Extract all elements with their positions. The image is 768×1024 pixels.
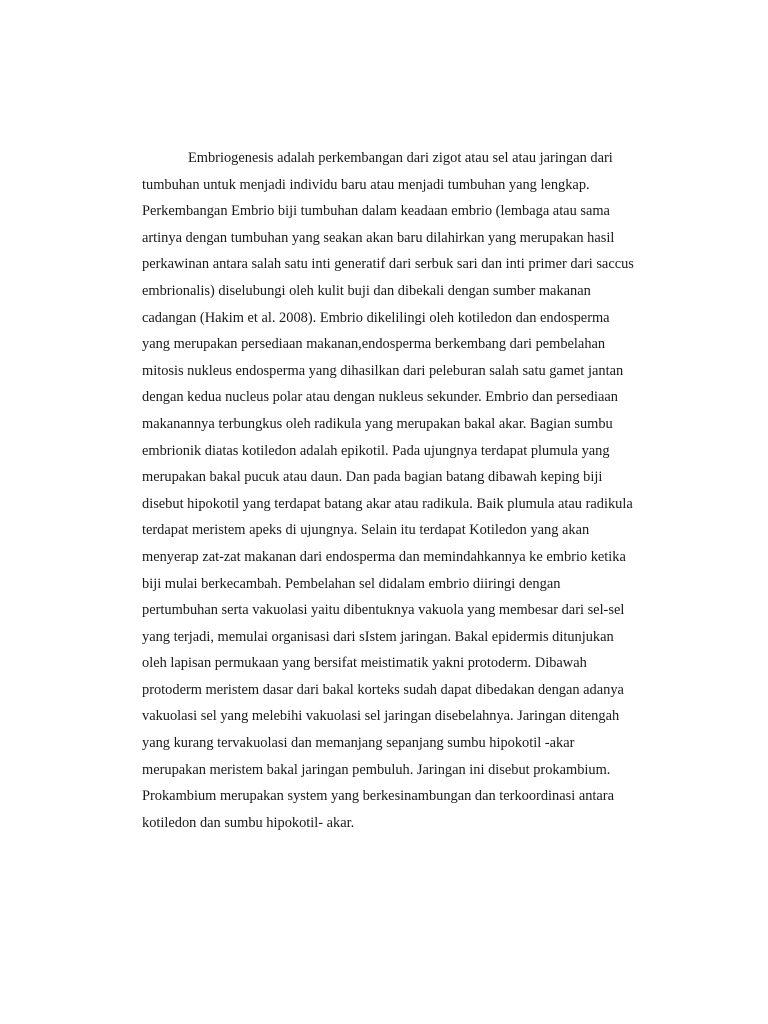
paragraph-line: menyerap zat-zat makanan dari endosperma dan memindahkannya ke embrio ketika [142,548,626,565]
paragraph-line: kotiledon dan sumbu hipokotil- akar. [142,814,355,831]
paragraph-line: biji mulai berkecambah. Pembelahan sel didalam embrio diiringi dengan [142,575,561,592]
paragraph-line: yang terjadi, memulai organisasi dari sIstem jaringan. Bakal epidermis ditunjukan [142,628,614,645]
paragraph-line: Perkembangan Embrio biji tumbuhan dalam keadaan embrio (lembaga atau sama [142,203,610,220]
paragraph-line: embrionalis) diselubungi oleh kulit buji dan dibekali dengan sumber makanan [142,282,591,299]
paragraph-line: merupakan bakal pucuk atau daun. Dan pada bagian batang dibawah keping biji [142,469,603,486]
paragraph-line: Embriogenesis adalah perkembangan dari zigot atau sel atau jaringan dari [188,150,613,166]
paragraph-line: dengan kedua nucleus polar atau dengan nukleus sekunder. Embrio dan persediaan [142,389,618,406]
paragraph-line: artinya dengan tumbuhan yang seakan akan baru dilahirkan yang merupakan hasil [142,229,615,246]
paragraph-line: protoderm meristem dasar dari bakal korteks sudah dapat dibedakan dengan adanya [142,681,624,698]
paragraph-line: oleh lapisan permukaan yang bersifat meistimatik yakni protoderm. Dibawah [142,655,587,672]
paragraph-line: tumbuhan untuk menjadi individu baru atau menjadi tumbuhan yang lengkap. [142,176,590,193]
paragraph-line: terdapat meristem apeks di ujungnya. Selain itu terdapat Kotiledon yang akan [142,522,590,539]
paragraph-line: yang merupakan persediaan makanan,endosperma berkembang dari pembelahan [142,336,606,353]
body-paragraph [142,145,662,836]
paragraph-line: pertumbuhan serta vakuolasi yaitu dibentuknya vakuola yang membesar dari sel-sel [142,602,625,619]
paragraph-line: disebut hipokotil yang terdapat batang akar atau radikula. Baik plumula atau radikula [142,495,633,512]
paragraph-line: perkawinan antara salah satu inti generatif dari serbuk sari dan inti primer dari saccus [142,256,634,273]
paragraph-line: merupakan meristem bakal jaringan pembuluh. Jaringan ini disebut prokambium. [142,761,611,778]
paragraph-line: vakuolasi sel yang melebihi vakuolasi sel jaringan disebelahnya. Jaringan ditengah [142,708,620,725]
paragraph-line: mitosis nukleus endosperma yang dihasilkan dari peleburan salah satu gamet jantan [142,362,624,379]
paragraph-line: Prokambium merupakan system yang berkesinambungan dan terkoordinasi antara [142,788,614,805]
paragraph-line: cadangan (Hakim et al. 2008). Embrio dikelilingi oleh kotiledon dan endosperma [142,309,610,326]
paragraph-line: yang kurang tervakuolasi dan memanjang sepanjang sumbu hipokotil -akar [142,735,575,752]
paragraph-line: embrionik diatas kotiledon adalah epikotil. Pada ujungnya terdapat plumula yang [142,442,610,459]
paragraph-line: makanannya terbungkus oleh radikula yang merupakan bakal akar. Bagian sumbu [142,415,613,432]
